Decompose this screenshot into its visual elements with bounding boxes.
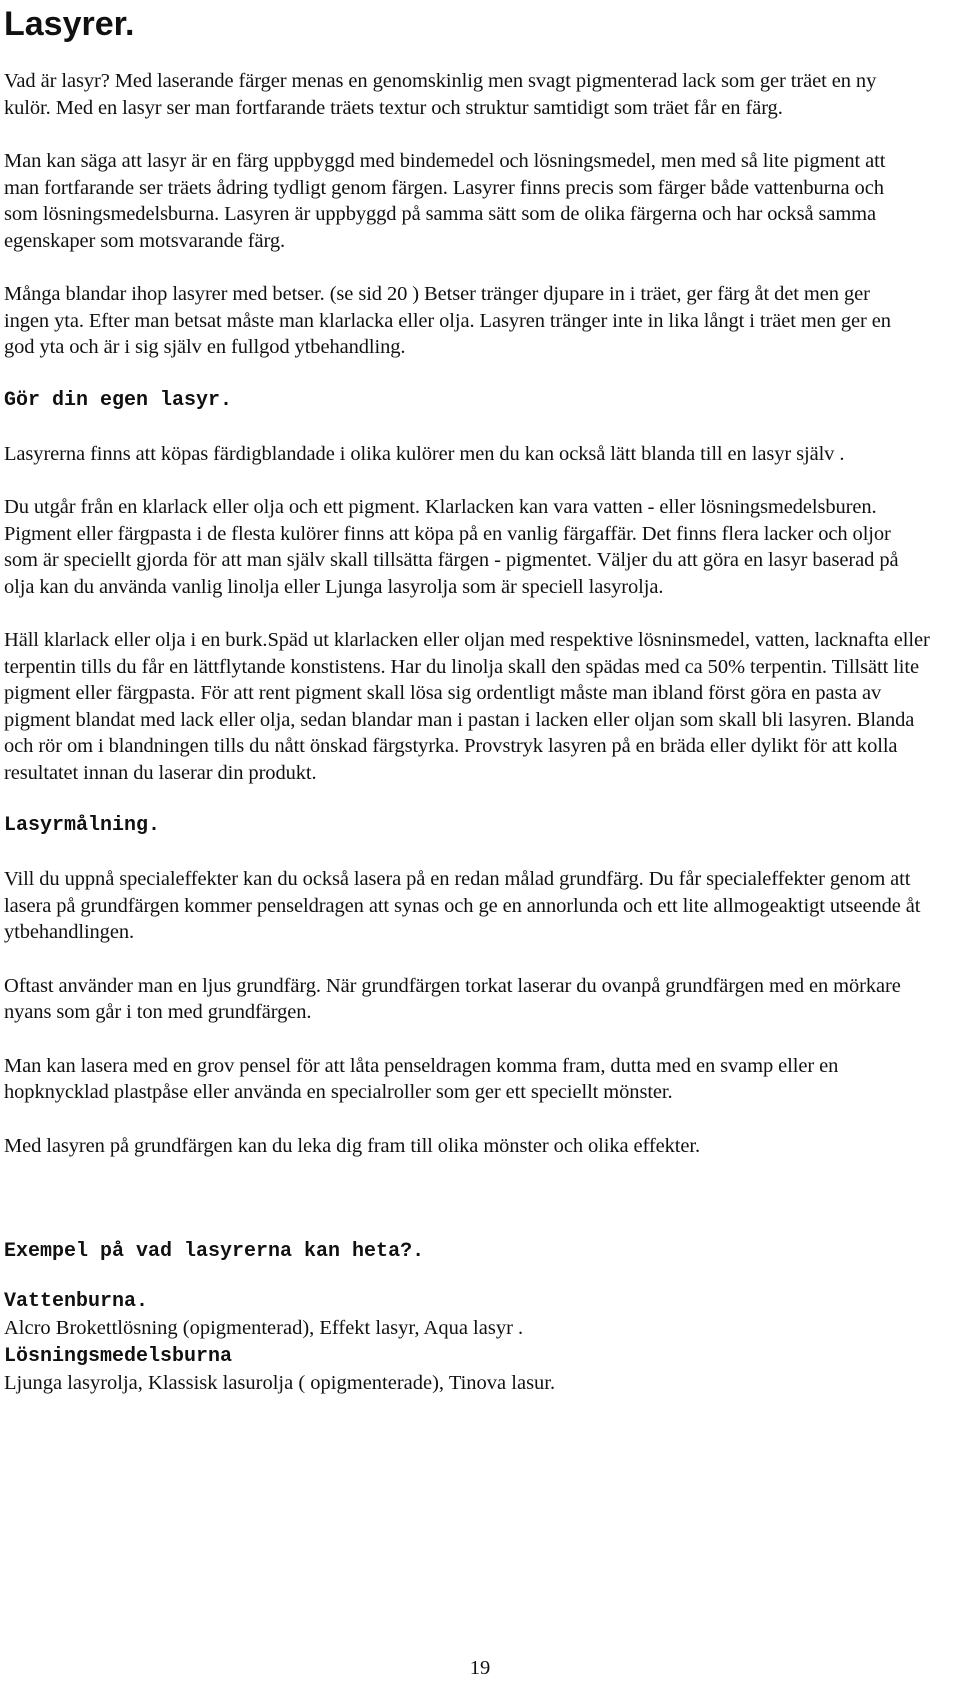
- painting-paragraph-1: Vill du uppnå specialeffekter kan du också lasera på en redan målad grundfärg. Du får specialeffekter genom att lasera på grundfärgen kommer penseldragen att synas och ge en annorlunda och ett lite allmogeaktigt utseende åt ytbehandlingen.: [4, 868, 921, 943]
- section-heading-painting: Lasyrmålning.: [4, 814, 161, 837]
- painting-paragraph-2: Oftast använder man en ljus grundfärg. När grundfärgen torkat laserar du ovanpå grundfärgen med en mörkare nyans som går i ton med grundfärgen.: [4, 974, 901, 1023]
- water-based-list: Alcro Brokettlösning (opigmenterad), Effekt lasyr, Aqua lasyr .: [4, 1317, 524, 1339]
- intro-paragraph-2: Man kan säga att lasyr är en färg uppbyggd med bindemedel och lösningsmedel, men med så lite pigment att man fortfarande ser träets ådring tydligt genom färgen. Lasyrer finns precis som färger både vattenburna och som lösningsmedelsburna. Lasyren är uppbyggd på samma sätt som de olika färgerna och har också samma egenskaper som motsvarande färg.: [4, 150, 886, 252]
- diy-paragraph-1: Lasyrerna finns att köpas färdigblandade i olika kulörer men du kan också lätt blanda till en lasyr själv .: [4, 442, 845, 465]
- page-number: 19: [469, 1657, 491, 1679]
- section-heading-examples: Exempel på vad lasyrerna kan heta?.: [4, 1240, 425, 1263]
- intro-paragraph-3: Många blandar ihop lasyrer med betser. (se sid 20 ) Betser tränger djupare in i träet, ger färg åt det men ger ingen yta. Efter man betsat måste man klarlacka eller olja. Lasyren tränger inte in lika långt i träet men ger en god yta och är i sig själv en fullgod ytbehandling.: [4, 283, 891, 358]
- section-heading-diy: Gör din egen lasyr.: [4, 388, 233, 412]
- intro-paragraph-1: Vad är lasyr? Med laserande färger menas en genomskinlig men svagt pigmenterad lack som ger träet en ny kulör. Med en lasyr ser man fortfarande träets textur och struktur samtidigt som träet får en färg.: [4, 70, 877, 119]
- painting-paragraph-3: Man kan lasera med en grov pensel för att låta penseldragen komma fram, dutta med en svamp eller en hopknycklad plastpåse eller använda en specialroller som ger ett speciellt mönster.: [4, 1054, 839, 1103]
- painting-paragraph-4: Med lasyren på grundfärgen kan du leka dig fram till olika mönster och olika effekter.: [4, 1134, 700, 1157]
- document-page: [4, 0, 952, 1396]
- diy-paragraph-3: Häll klarlack eller olja i en burk.Späd ut klarlacken eller oljan med respektive lösninsmedel, vatten, lacknafta eller terpentin tills du får en lättflytande konstistens. Har du linolja skall den spädas med ca 50% terpentin. Tillsätt lite pigment eller färgpasta. För att rent pigment skall lösa sig ordentligt måste man ibland först göra en pasta av pigment blandat med lack eller olja, sedan blandar man i pastan i lacken eller oljan som skall bli lasyren. Blanda och rör om i blandningen tills du nått önskad färgstyrka. Provstryk lasyren på en bräda eller dylikt för att kolla resultatet innan du laserar din produkt.: [4, 629, 930, 784]
- water-based-heading: Vattenburna.: [4, 1290, 149, 1313]
- page-title: Lasyrer.: [4, 5, 135, 43]
- solvent-based-heading: Lösningsmedelsburna: [4, 1344, 233, 1368]
- diy-paragraph-2: Du utgår från en klarlack eller olja och ett pigment. Klarlacken kan vara vatten - eller lösningsmedelsburen. Pigment eller färgpasta i de flesta kulörer finns att köpa på en vanlig färgaffär. Det finns flera lacker och oljor som är speciellt gjorda för att man själv skall tillsätta färgen - pigmentet. Väljer du att göra en lasyr baserad på olja kan du använda vanlig linolja eller Ljunga lasyrolja som är speciell lasyrolja.: [4, 496, 899, 598]
- solvent-based-list: Ljunga lasyrolja, Klassisk lasurolja ( opigmenterade), Tinova lasur.: [4, 1371, 556, 1394]
